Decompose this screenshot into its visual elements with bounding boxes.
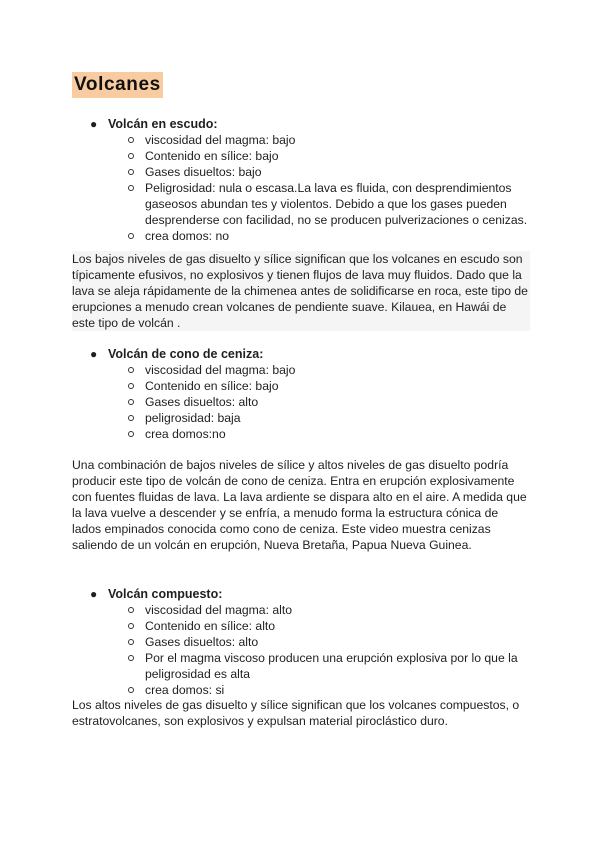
escudo-paragraph: Los bajos niveles de gas disuelto y sílice significan que los volcanes en escudo son típicamente efusivos, no explosivos y tienen flujos de lava muy fluidos. Dado que la lava se aleja rápidamente de la chimenea antes de solidificarse en roca, este tipo de erupciones a menudo crean volcanes de pendiente suave. Kilauea, en Hawái de este tipo de volcán . <box>72 251 530 331</box>
section-heading-label: Volcán compuesto: <box>108 587 223 601</box>
list-item: peligrosidad: baja <box>128 410 528 426</box>
bullet-icon: ● <box>90 587 98 601</box>
list-item: crea domos: si <box>128 682 528 698</box>
circle-bullet-icon <box>128 639 134 645</box>
ceniza-paragraph: Una combinación de bajos niveles de sílice y altos niveles de gas disuelto podría producir este tipo de volcán de cono de ceniza. Entra en erupción explosivamente con fuentes fluidas de lava. La lava ardiente se dispara alto en el aire. A medida que la lava vuelve a descender y se enfría, a menudo forma la estructura cónica de lados empinados conocida como cono de ceniza. Este video muestra cenizas saliendo de un volcán en erupción, Nueva Bretaña, Papua Nueva Guinea. <box>72 458 527 552</box>
list-item: viscosidad del magma: bajo <box>128 132 528 148</box>
circle-bullet-icon <box>128 233 134 239</box>
circle-bullet-icon <box>128 367 134 373</box>
section-heading-label: Volcán de cono de ceniza: <box>108 347 264 361</box>
list-item: Gases disueltos: alto <box>128 634 528 650</box>
list-item: crea domos: no <box>128 228 528 244</box>
list-item: viscosidad del magma: alto <box>128 602 528 618</box>
escudo-properties-list <box>128 132 528 244</box>
ceniza-properties-list <box>128 362 528 442</box>
circle-bullet-icon <box>128 399 134 405</box>
list-item: viscosidad del magma: bajo <box>128 362 528 378</box>
circle-bullet-icon <box>128 185 134 191</box>
circle-bullet-icon <box>128 383 134 389</box>
list-item: Gases disueltos: alto <box>128 394 528 410</box>
list-item: Contenido en sílice: bajo <box>128 378 528 394</box>
circle-bullet-icon <box>128 607 134 613</box>
compuesto-paragraph: Los altos niveles de gas disuelto y sílice significan que los volcanes compuestos, o estratovolcanes, son explosivos y expulsan material piroclástico duro. <box>72 698 520 728</box>
compuesto-properties-list <box>128 602 528 698</box>
circle-bullet-icon <box>128 431 134 437</box>
circle-bullet-icon <box>128 623 134 629</box>
page-title: Volcanes <box>72 72 163 98</box>
list-item: Contenido en sílice: bajo <box>128 148 528 164</box>
list-item: Peligrosidad: nula o escasa.La lava es fluida, con desprendimientos gaseosos abundan tes y violentos. Debido a que los gases pueden desprenderse con facilidad, no se producen pulverizaciones o cenizas. <box>128 180 528 228</box>
circle-bullet-icon <box>128 169 134 175</box>
circle-bullet-icon <box>128 415 134 421</box>
list-item: Contenido en sílice: alto <box>128 618 528 634</box>
list-item: Por el magma viscoso producen una erupción explosiva por lo que la peligrosidad es alta <box>128 650 528 682</box>
circle-bullet-icon <box>128 137 134 143</box>
circle-bullet-icon <box>128 687 134 693</box>
list-item: Gases disueltos: bajo <box>128 164 528 180</box>
list-item: crea domos:no <box>128 426 528 442</box>
circle-bullet-icon <box>128 655 134 661</box>
circle-bullet-icon <box>128 153 134 159</box>
bullet-icon: ● <box>90 117 98 131</box>
bullet-icon: ● <box>90 347 98 361</box>
section-heading-label: Volcán en escudo: <box>108 117 218 131</box>
